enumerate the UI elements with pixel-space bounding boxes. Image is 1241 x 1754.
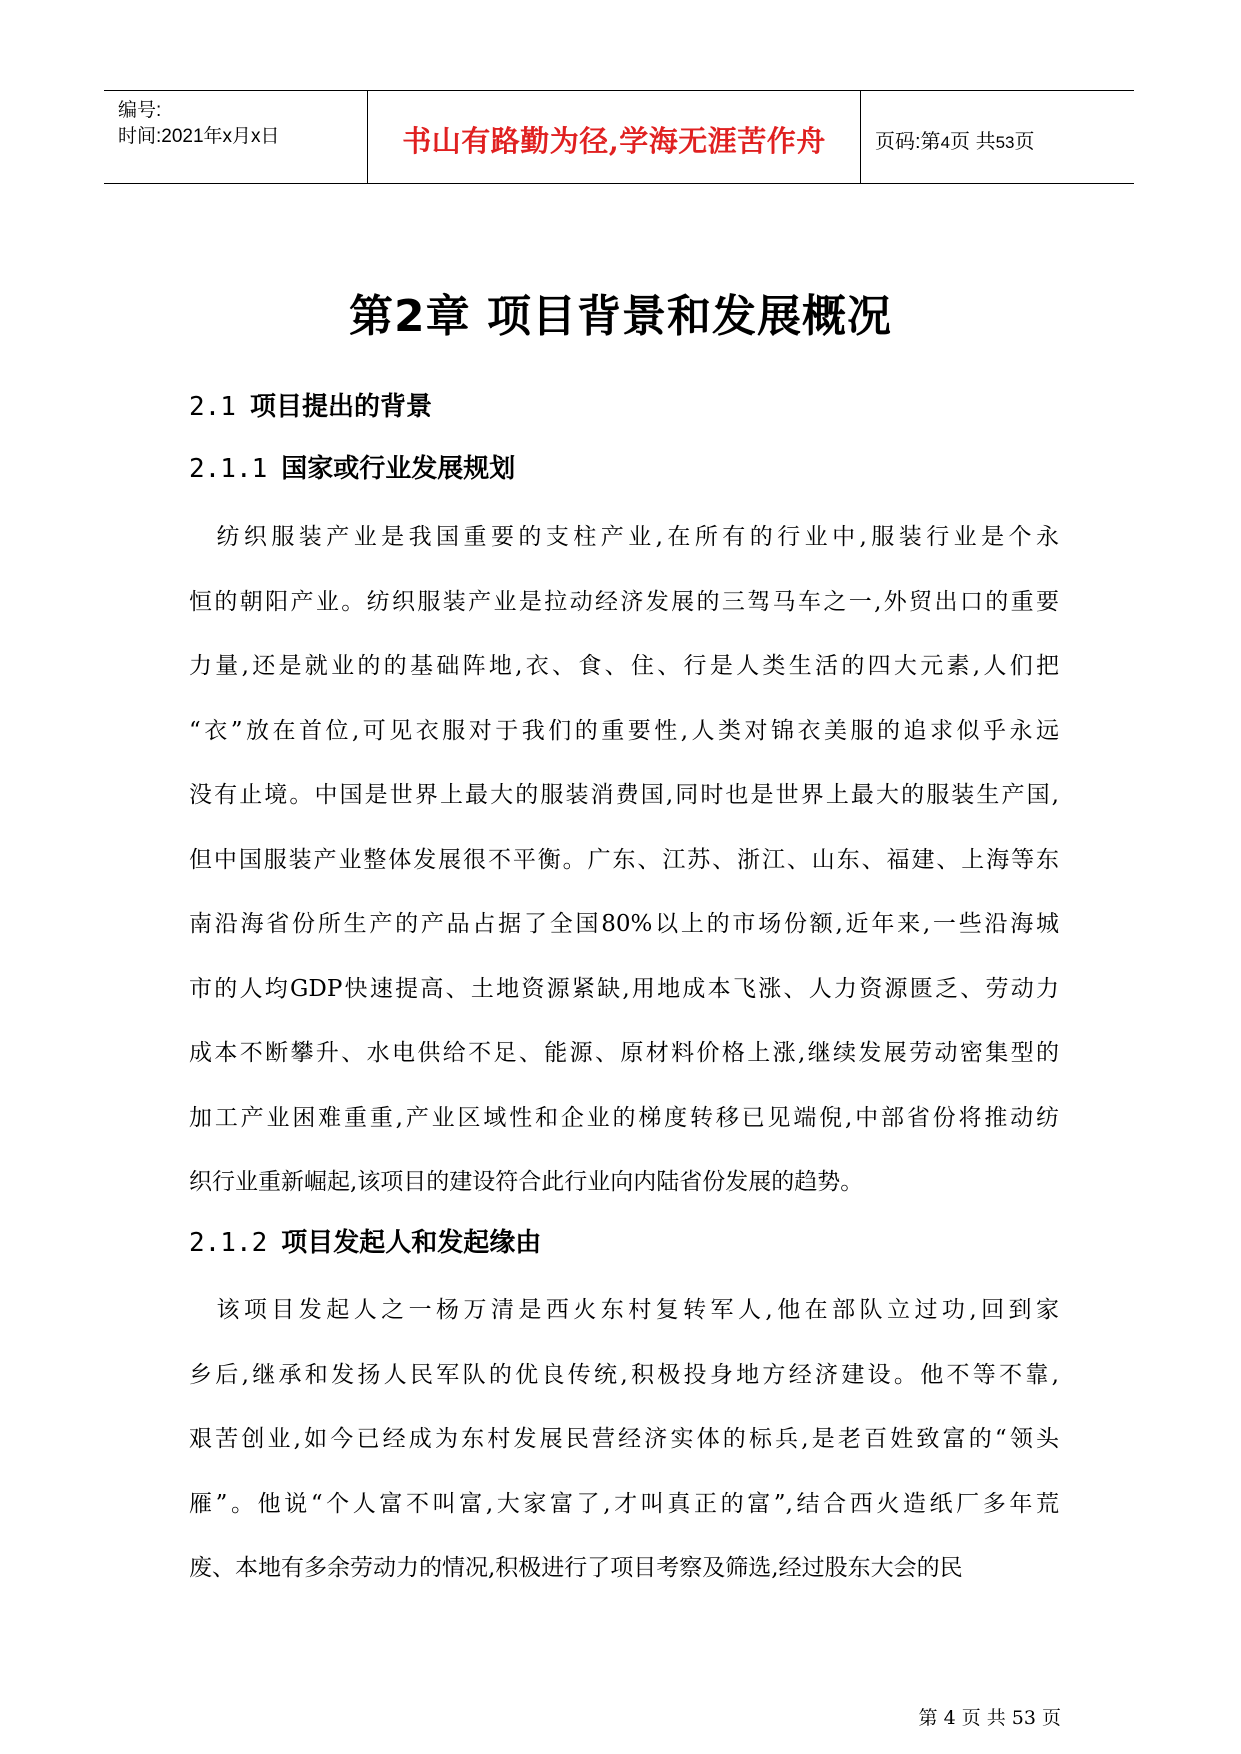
section-title: 国家或行业发展规划 [281, 454, 516, 484]
paragraph-line: “衣”放在首位,可见衣服对于我们的重要性,人类对锦衣美服的追求似乎永远 [189, 717, 1059, 744]
section-number: 2.1 [189, 392, 236, 422]
section-title: 项目发起人和发起缘由 [281, 1228, 542, 1258]
paragraph-line: 但中国服装产业整体发展很不平衡。广东、江苏、浙江、山东、福建、上海等东 [189, 846, 1059, 873]
paragraph-line: 没有止境。中国是世界上最大的服装消费国,同时也是世界上最大的服装生产国, [189, 782, 1059, 808]
paragraph-line: 雁”。他说“个人富不叫富,大家富了,才叫真正的富”,结合西火造纸厂多年荒 [189, 1490, 1059, 1517]
page-code-prefix: 页码:第 [875, 131, 941, 153]
section-number: 2.1.1 [189, 454, 268, 484]
page-code-suffix: 页 [1014, 131, 1035, 153]
header-page-cell [861, 91, 1134, 183]
paragraph-line: 乡后,继承和发扬人民军队的优良传统,积极投身地方经济建设。他不等不靠, [189, 1361, 1059, 1388]
header-motto: 书山有路勤为径,学海无涯苦作舟 [402, 124, 826, 158]
chapter-title: 第2章 项目背景和发展概况 [349, 291, 892, 342]
paragraph-project-initiator [189, 1278, 1059, 1601]
header-motto-cell [368, 91, 861, 183]
paragraph-line: 南沿海省份所生产的产品占据了全国80%以上的市场份额,近年来,一些沿海城 [189, 911, 1059, 937]
header-info-cell [104, 91, 368, 183]
paragraph-line: 该项目发起人之一杨万清是西火东村复转军人,他在部队立过功,回到家 [189, 1297, 1059, 1323]
paragraph-industry-plan [189, 505, 1059, 1215]
document-time-label: 时间:2021年x月x日 [118, 126, 280, 147]
page-footer: 第 4 页 共 53 页 [918, 1707, 1061, 1729]
paragraph-line: 加工产业困难重重,产业区域性和企业的梯度转移已见端倪,中部省份将推动纺 [189, 1104, 1059, 1131]
page-code-mid: 页 共 [950, 131, 996, 153]
paragraph-line: 废、本地有多余劳动力的情况,积极进行了项目考察及筛选,经过股东大会的民 [189, 1555, 963, 1581]
section-heading-2-1 [189, 386, 432, 423]
page-code-current: 4 [940, 133, 951, 152]
paragraph-line: 织行业重新崛起,该项目的建设符合此行业向内陆省份发展的趋势。 [189, 1169, 864, 1195]
paragraph-line: 力量,还是就业的的基础阵地,衣、食、住、行是人类生活的四大元素,人们把 [189, 653, 1059, 679]
section-title: 项目提出的背景 [249, 392, 432, 422]
page-code-total: 53 [995, 133, 1015, 152]
paragraph-line: 市的人均GDP快速提高、土地资源紧缺,用地成本飞涨、人力资源匮乏、劳动力 [189, 975, 1059, 1002]
paragraph-line: 恒的朝阳产业。纺织服装产业是拉动经济发展的三驾马车之一,外贸出口的重要 [189, 588, 1059, 615]
page-header [104, 90, 1134, 184]
header-page-code [875, 125, 1035, 154]
section-number: 2.1.2 [189, 1228, 268, 1258]
document-id-label: 编号: [118, 100, 162, 121]
paragraph-line: 成本不断攀升、水电供给不足、能源、原材料价格上涨,继续发展劳动密集型的 [189, 1040, 1059, 1066]
section-heading-2-1-2 [189, 1222, 541, 1259]
paragraph-line: 艰苦创业,如今已经成为东村发展民营经济实体的标兵,是老百姓致富的“领头 [189, 1426, 1059, 1452]
paragraph-line: 纺织服装产业是我国重要的支柱产业,在所有的行业中,服装行业是个永 [189, 524, 1059, 550]
section-heading-2-1-1 [189, 448, 515, 485]
